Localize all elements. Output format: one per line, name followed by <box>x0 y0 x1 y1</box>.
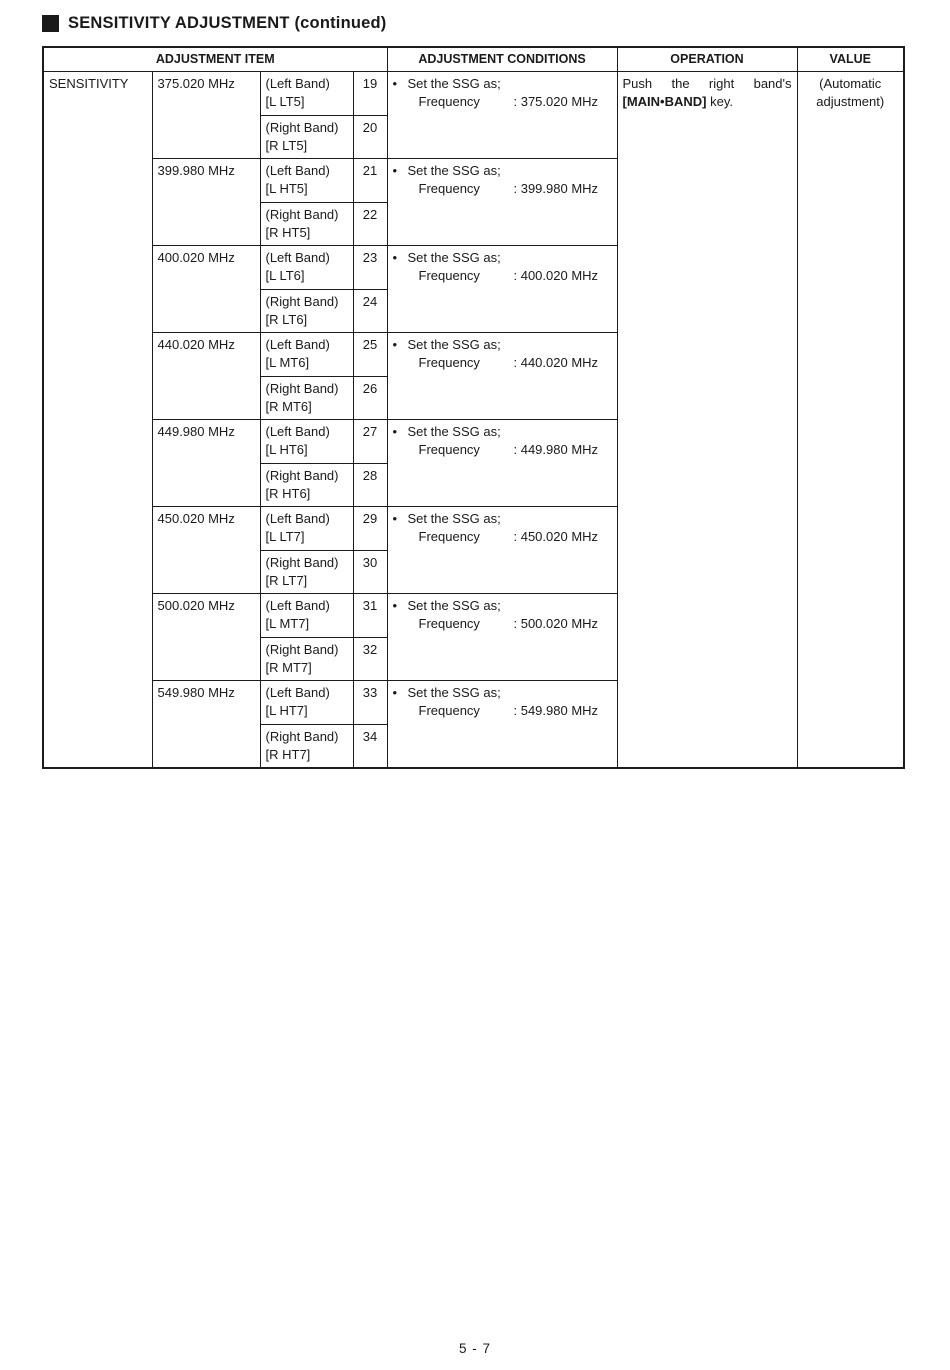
condition-line-2 <box>419 354 612 372</box>
conditions-cell <box>387 159 617 246</box>
value-line-2: adjustment) <box>816 94 885 110</box>
condition-line-1 <box>393 162 612 180</box>
frequency-cell: 375.020 MHz <box>152 72 260 159</box>
band-label: (Right Band) <box>265 380 339 396</box>
condition-param-value: : 450.020 MHz <box>513 529 599 545</box>
left-band-cell <box>260 507 353 551</box>
bullet-icon: • <box>392 250 398 266</box>
group-row-left <box>43 72 904 116</box>
frequency-cell: 500.020 MHz <box>152 594 260 681</box>
bullet-icon: • <box>392 163 398 179</box>
band-label: (Left Band) <box>265 250 330 266</box>
left-band-cell <box>260 159 353 203</box>
operation-line: Push the right band's <box>622 76 792 92</box>
condition-line-1 <box>393 336 612 354</box>
condition-text: Set the SSG as; <box>407 685 501 701</box>
key-name: [MAIN•BAND] <box>622 94 707 110</box>
frequency-cell: 400.020 MHz <box>152 246 260 333</box>
header-adjustment-conditions: ADJUSTMENT CONDITIONS <box>387 47 617 72</box>
header-operation: OPERATION <box>617 47 797 72</box>
band-label: (Right Band) <box>265 641 339 657</box>
conditions-cell <box>387 420 617 507</box>
frequency-cell: 450.020 MHz <box>152 507 260 594</box>
condition-line-2 <box>419 528 612 546</box>
conditions-cell <box>387 507 617 594</box>
condition-param-label: Frequency <box>418 268 480 284</box>
band-label: (Right Band) <box>265 728 339 744</box>
band-code: [L LT5] <box>265 94 305 110</box>
band-code: [R LT6] <box>265 311 308 327</box>
band-code: [L MT6] <box>265 355 310 371</box>
condition-param-label: Frequency <box>418 703 480 719</box>
band-label: (Right Band) <box>265 293 339 309</box>
adjustment-table <box>42 46 905 769</box>
condition-line-1 <box>393 684 612 702</box>
table-body <box>43 72 904 768</box>
left-step-number-cell: 29 <box>353 507 387 551</box>
condition-param-value: : 375.020 MHz <box>513 94 599 110</box>
band-code: [R MT6] <box>265 398 312 414</box>
condition-line-2 <box>419 180 612 198</box>
band-label: (Right Band) <box>265 206 339 222</box>
left-step-number-cell: 25 <box>353 333 387 377</box>
condition-line-2 <box>419 702 612 720</box>
condition-param-label: Frequency <box>418 442 480 458</box>
condition-param-label: Frequency <box>418 181 480 197</box>
condition-line-2 <box>419 93 612 111</box>
condition-line-1 <box>393 75 612 93</box>
right-band-cell <box>260 115 353 159</box>
frequency-cell: 440.020 MHz <box>152 333 260 420</box>
header-adjustment-item: ADJUSTMENT ITEM <box>43 47 387 72</box>
left-step-number-cell: 27 <box>353 420 387 464</box>
value-cell <box>797 72 904 768</box>
band-code: [R HT5] <box>265 224 311 240</box>
band-label: (Right Band) <box>265 554 339 570</box>
bullet-icon: • <box>392 76 398 92</box>
left-step-number-cell: 31 <box>353 594 387 638</box>
condition-param-label: Frequency <box>418 94 480 110</box>
left-band-cell <box>260 594 353 638</box>
bullet-icon: • <box>392 598 398 614</box>
band-code: [R LT5] <box>265 137 308 153</box>
condition-line-2 <box>419 267 612 285</box>
right-band-cell <box>260 376 353 420</box>
condition-text: Set the SSG as; <box>407 598 501 614</box>
condition-param-value: : 500.020 MHz <box>513 616 599 632</box>
condition-param-value: : 449.980 MHz <box>513 442 599 458</box>
right-step-number-cell: 32 <box>353 637 387 681</box>
right-step-number-cell: 20 <box>353 115 387 159</box>
condition-text: Set the SSG as; <box>407 511 501 527</box>
condition-text: Set the SSG as; <box>407 250 501 266</box>
band-label: (Left Band) <box>265 685 330 701</box>
section-title-text: SENSITIVITY ADJUSTMENT (continued) <box>68 14 387 32</box>
band-label: (Right Band) <box>265 119 339 135</box>
right-band-cell <box>260 637 353 681</box>
condition-param-value: : 440.020 MHz <box>513 355 599 371</box>
condition-text: Set the SSG as; <box>407 163 501 179</box>
right-band-cell <box>260 289 353 333</box>
left-band-cell <box>260 72 353 116</box>
right-step-number-cell: 22 <box>353 202 387 246</box>
band-code: [L MT7] <box>265 616 310 632</box>
conditions-cell <box>387 72 617 159</box>
condition-param-value: : 399.980 MHz <box>513 181 599 197</box>
left-step-number-cell: 33 <box>353 681 387 725</box>
condition-line-2 <box>419 441 612 459</box>
conditions-cell <box>387 681 617 768</box>
bullet-icon: • <box>392 511 398 527</box>
condition-param-label: Frequency <box>418 355 480 371</box>
left-band-cell <box>260 420 353 464</box>
value-line-1: (Automatic <box>819 76 882 92</box>
right-band-cell <box>260 724 353 768</box>
section-title <box>42 14 386 33</box>
left-band-cell <box>260 681 353 725</box>
band-code: [R HT6] <box>265 485 311 501</box>
condition-text: Set the SSG as; <box>407 337 501 353</box>
condition-param-label: Frequency <box>418 529 480 545</box>
right-step-number-cell: 24 <box>353 289 387 333</box>
band-code: [R LT7] <box>265 572 308 588</box>
condition-line-1 <box>393 510 612 528</box>
condition-text: Set the SSG as; <box>407 76 501 92</box>
right-step-number-cell: 30 <box>353 550 387 594</box>
band-code: [R HT7] <box>265 746 311 762</box>
band-label: (Left Band) <box>265 163 330 179</box>
right-band-cell <box>260 550 353 594</box>
condition-line-1 <box>393 597 612 615</box>
band-code: [L LT7] <box>265 529 305 545</box>
band-code: [L HT7] <box>265 703 308 719</box>
bullet-icon: • <box>392 337 398 353</box>
operation-key-line <box>623 93 792 111</box>
left-step-number-cell: 23 <box>353 246 387 290</box>
band-code: [L LT6] <box>265 268 305 284</box>
condition-line-1 <box>393 423 612 441</box>
condition-param-label: Frequency <box>418 616 480 632</box>
condition-param-value: : 400.020 MHz <box>513 268 599 284</box>
frequency-cell: 449.980 MHz <box>152 420 260 507</box>
left-step-number-cell: 21 <box>353 159 387 203</box>
band-label: (Left Band) <box>265 598 330 614</box>
condition-text: Set the SSG as; <box>407 424 501 440</box>
left-band-cell <box>260 333 353 377</box>
right-step-number-cell: 34 <box>353 724 387 768</box>
right-step-number-cell: 26 <box>353 376 387 420</box>
band-label: (Left Band) <box>265 424 330 440</box>
right-band-cell <box>260 202 353 246</box>
left-band-cell <box>260 246 353 290</box>
band-label: (Left Band) <box>265 511 330 527</box>
bullet-icon: • <box>392 424 398 440</box>
condition-line-1 <box>393 249 612 267</box>
condition-line-2 <box>419 615 612 633</box>
conditions-cell <box>387 333 617 420</box>
operation-cell <box>617 72 797 768</box>
band-code: [L HT6] <box>265 442 308 458</box>
frequency-cell: 399.980 MHz <box>152 159 260 246</box>
left-step-number-cell: 19 <box>353 72 387 116</box>
key-suffix: key. <box>706 94 733 110</box>
conditions-cell <box>387 246 617 333</box>
header-value: VALUE <box>797 47 904 72</box>
bullet-icon: • <box>392 685 398 701</box>
band-label: (Right Band) <box>265 467 339 483</box>
frequency-cell: 549.980 MHz <box>152 681 260 768</box>
right-step-number-cell: 28 <box>353 463 387 507</box>
table-header-row <box>43 47 904 72</box>
page-number: 5 - 7 <box>458 1341 491 1356</box>
section-marker-icon <box>42 15 59 32</box>
band-code: [L HT5] <box>265 181 308 197</box>
right-band-cell <box>260 463 353 507</box>
band-code: [R MT7] <box>265 659 312 675</box>
conditions-cell <box>387 594 617 681</box>
band-label: (Left Band) <box>265 76 330 92</box>
item-cell: SENSITIVITY <box>43 72 152 768</box>
band-label: (Left Band) <box>265 337 330 353</box>
condition-param-value: : 549.980 MHz <box>513 703 599 719</box>
